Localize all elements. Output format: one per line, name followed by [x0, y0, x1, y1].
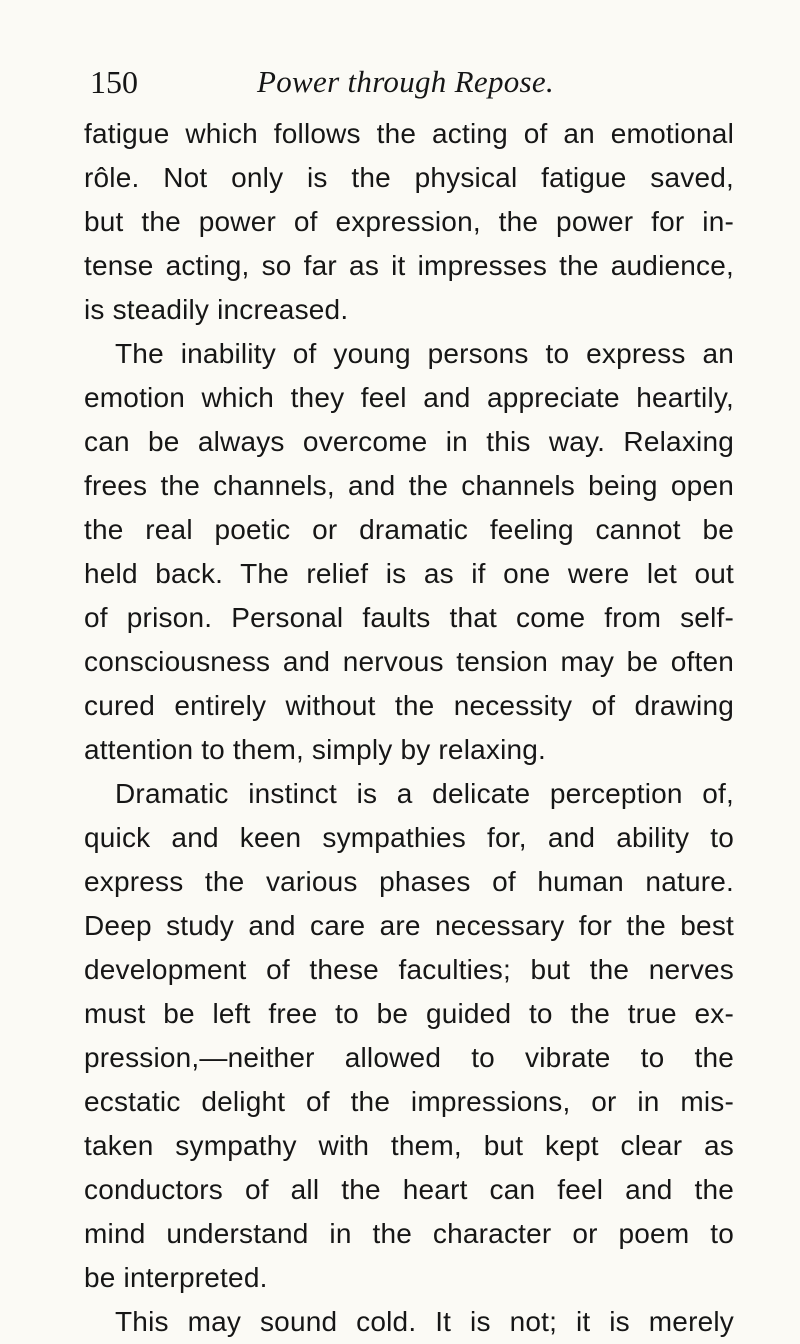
text-line: development of these faculties; but the nerves: [84, 954, 734, 985]
text-line: but the power of expression, the power for in-: [84, 206, 734, 237]
text-line: Deep study and care are necessary for the best: [84, 910, 734, 941]
text-line: Dramatic instinct is a delicate perception of,: [115, 778, 734, 809]
text-line: ecstatic delight of the impressions, or in mis-: [84, 1086, 734, 1117]
running-title: Power through Repose.: [257, 64, 555, 99]
text-line: attention to them, simply by relaxing.: [84, 734, 547, 765]
body-text: [84, 112, 734, 1344]
text-line: is steadily increased.: [84, 294, 349, 325]
text-line: of prison. Personal faults that come from self-: [84, 602, 734, 633]
page-header: [90, 62, 730, 102]
text-line: express the various phases of human nature.: [84, 866, 734, 897]
text-line: The inability of young persons to express an: [115, 338, 734, 369]
text-line: frees the channels, and the channels being open: [84, 470, 734, 501]
text-line: taken sympathy with them, but kept clear as: [84, 1130, 734, 1161]
text-line: conductors of all the heart can feel and the: [84, 1174, 734, 1205]
text-line: be interpreted.: [84, 1262, 268, 1293]
text-line: tense acting, so far as it impresses the audience,: [84, 250, 734, 281]
text-line: emotion which they feel and appreciate heartily,: [84, 382, 734, 413]
text-line: mind understand in the character or poem to: [84, 1218, 734, 1249]
page-number: 150: [90, 64, 138, 100]
text-line: cured entirely without the necessity of drawing: [84, 690, 734, 721]
text-line: This may sound cold. It is not; it is merely: [115, 1306, 734, 1337]
text-line: pression,—neither allowed to vibrate to the: [84, 1042, 734, 1073]
text-line: can be always overcome in this way. Relaxing: [84, 426, 734, 457]
text-line: must be left free to be guided to the true ex-: [84, 998, 734, 1029]
text-line: rôle. Not only is the physical fatigue saved,: [84, 162, 734, 193]
text-line: the real poetic or dramatic feeling cannot be: [84, 514, 734, 545]
text-line: held back. The relief is as if one were let out: [84, 558, 734, 589]
text-line: quick and keen sympathies for, and ability to: [84, 822, 734, 853]
text-line: fatigue which follows the acting of an emotional: [84, 118, 734, 149]
text-line: consciousness and nervous tension may be often: [84, 646, 734, 677]
